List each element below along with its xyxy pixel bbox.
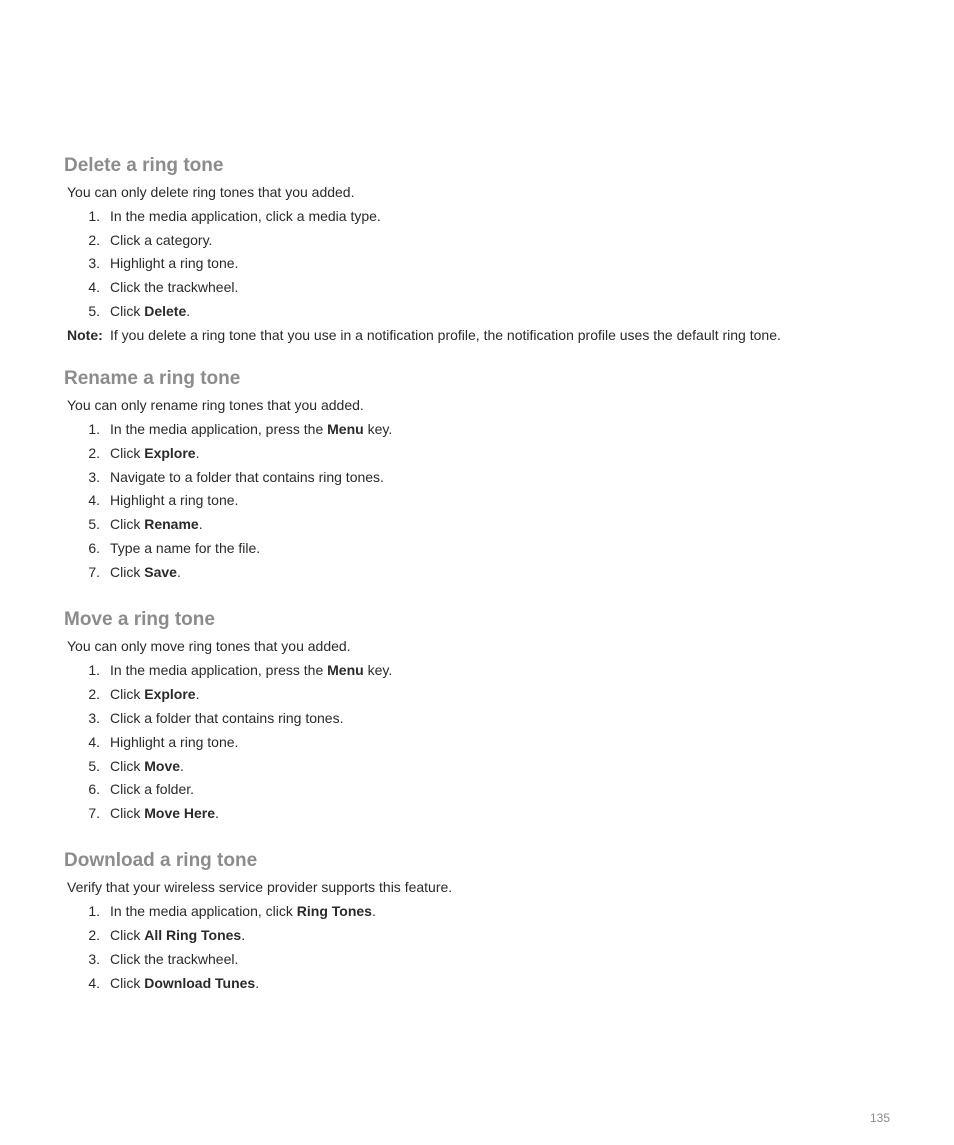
- section-heading: Download a ring tone: [64, 850, 258, 871]
- step-number: 3.: [88, 710, 100, 726]
- step-number: 4.: [88, 734, 100, 750]
- note: [67, 327, 781, 344]
- step-text: Click the trackwheel.: [110, 279, 239, 295]
- step-number: 1.: [88, 208, 100, 224]
- step-text: In the media application, press the Menu key.: [110, 421, 393, 437]
- section-intro: You can only move ring tones that you added.: [67, 638, 351, 654]
- step-text: Highlight a ring tone.: [110, 255, 239, 271]
- step-number: 1.: [88, 903, 100, 919]
- step-number: 5.: [88, 516, 100, 532]
- step-text: Click a folder.: [110, 781, 195, 797]
- step-text: Click a folder that contains ring tones.: [110, 710, 344, 726]
- step-text: Highlight a ring tone.: [110, 734, 239, 750]
- step-text: Click the trackwheel.: [110, 951, 239, 967]
- section-intro: You can only rename ring tones that you added.: [67, 397, 364, 413]
- section-intro: You can only delete ring tones that you added.: [67, 184, 355, 200]
- step-text: Click Move Here.: [110, 805, 219, 821]
- step-number: 3.: [88, 951, 100, 967]
- step-text: Click Download Tunes.: [110, 975, 260, 991]
- step-text: Click Delete.: [110, 303, 191, 319]
- step-number: 7.: [88, 564, 100, 580]
- step-text: Click All Ring Tones.: [110, 927, 246, 943]
- step-number: 1.: [88, 421, 100, 437]
- page-number: 135: [870, 1111, 891, 1125]
- step-number: 3.: [88, 255, 100, 271]
- section-heading: Rename a ring tone: [64, 368, 241, 389]
- section-heading: Delete a ring tone: [64, 155, 224, 176]
- step-number: 2.: [88, 686, 100, 702]
- step-text: In the media application, click Ring Tones.: [110, 903, 376, 919]
- step-text: Click Rename.: [110, 516, 203, 532]
- step-number: 1.: [88, 662, 100, 678]
- step-number: 3.: [88, 469, 100, 485]
- section-intro: Verify that your wireless service provider supports this feature.: [67, 879, 453, 895]
- step-text: Click Explore.: [110, 445, 200, 461]
- step-number: 4.: [88, 975, 100, 991]
- step-number: 5.: [88, 303, 100, 319]
- step-text: Type a name for the file.: [110, 540, 261, 556]
- step-text: Click Move.: [110, 758, 184, 774]
- step-text: Navigate to a folder that contains ring tones.: [110, 469, 384, 485]
- step-number: 2.: [88, 445, 100, 461]
- section-heading: Move a ring tone: [64, 609, 215, 630]
- step-number: 5.: [88, 758, 100, 774]
- step-number: 6.: [88, 781, 100, 797]
- step-number: 4.: [88, 492, 100, 508]
- note-text: If you delete a ring tone that you use in a notification profile, the notification profile uses the default ring tone.: [110, 327, 781, 343]
- step-text: Click a category.: [110, 232, 213, 248]
- step-number: 2.: [88, 927, 100, 943]
- step-number: 4.: [88, 279, 100, 295]
- step-text: Click Explore.: [110, 686, 200, 702]
- step-text: Click Save.: [110, 564, 181, 580]
- step-text: Highlight a ring tone.: [110, 492, 239, 508]
- step-text: In the media application, click a media type.: [110, 208, 381, 224]
- step-text: In the media application, press the Menu key.: [110, 662, 393, 678]
- step-number: 6.: [88, 540, 100, 556]
- step-number: 2.: [88, 232, 100, 248]
- note-label: Note:: [67, 327, 103, 343]
- step-number: 7.: [88, 805, 100, 821]
